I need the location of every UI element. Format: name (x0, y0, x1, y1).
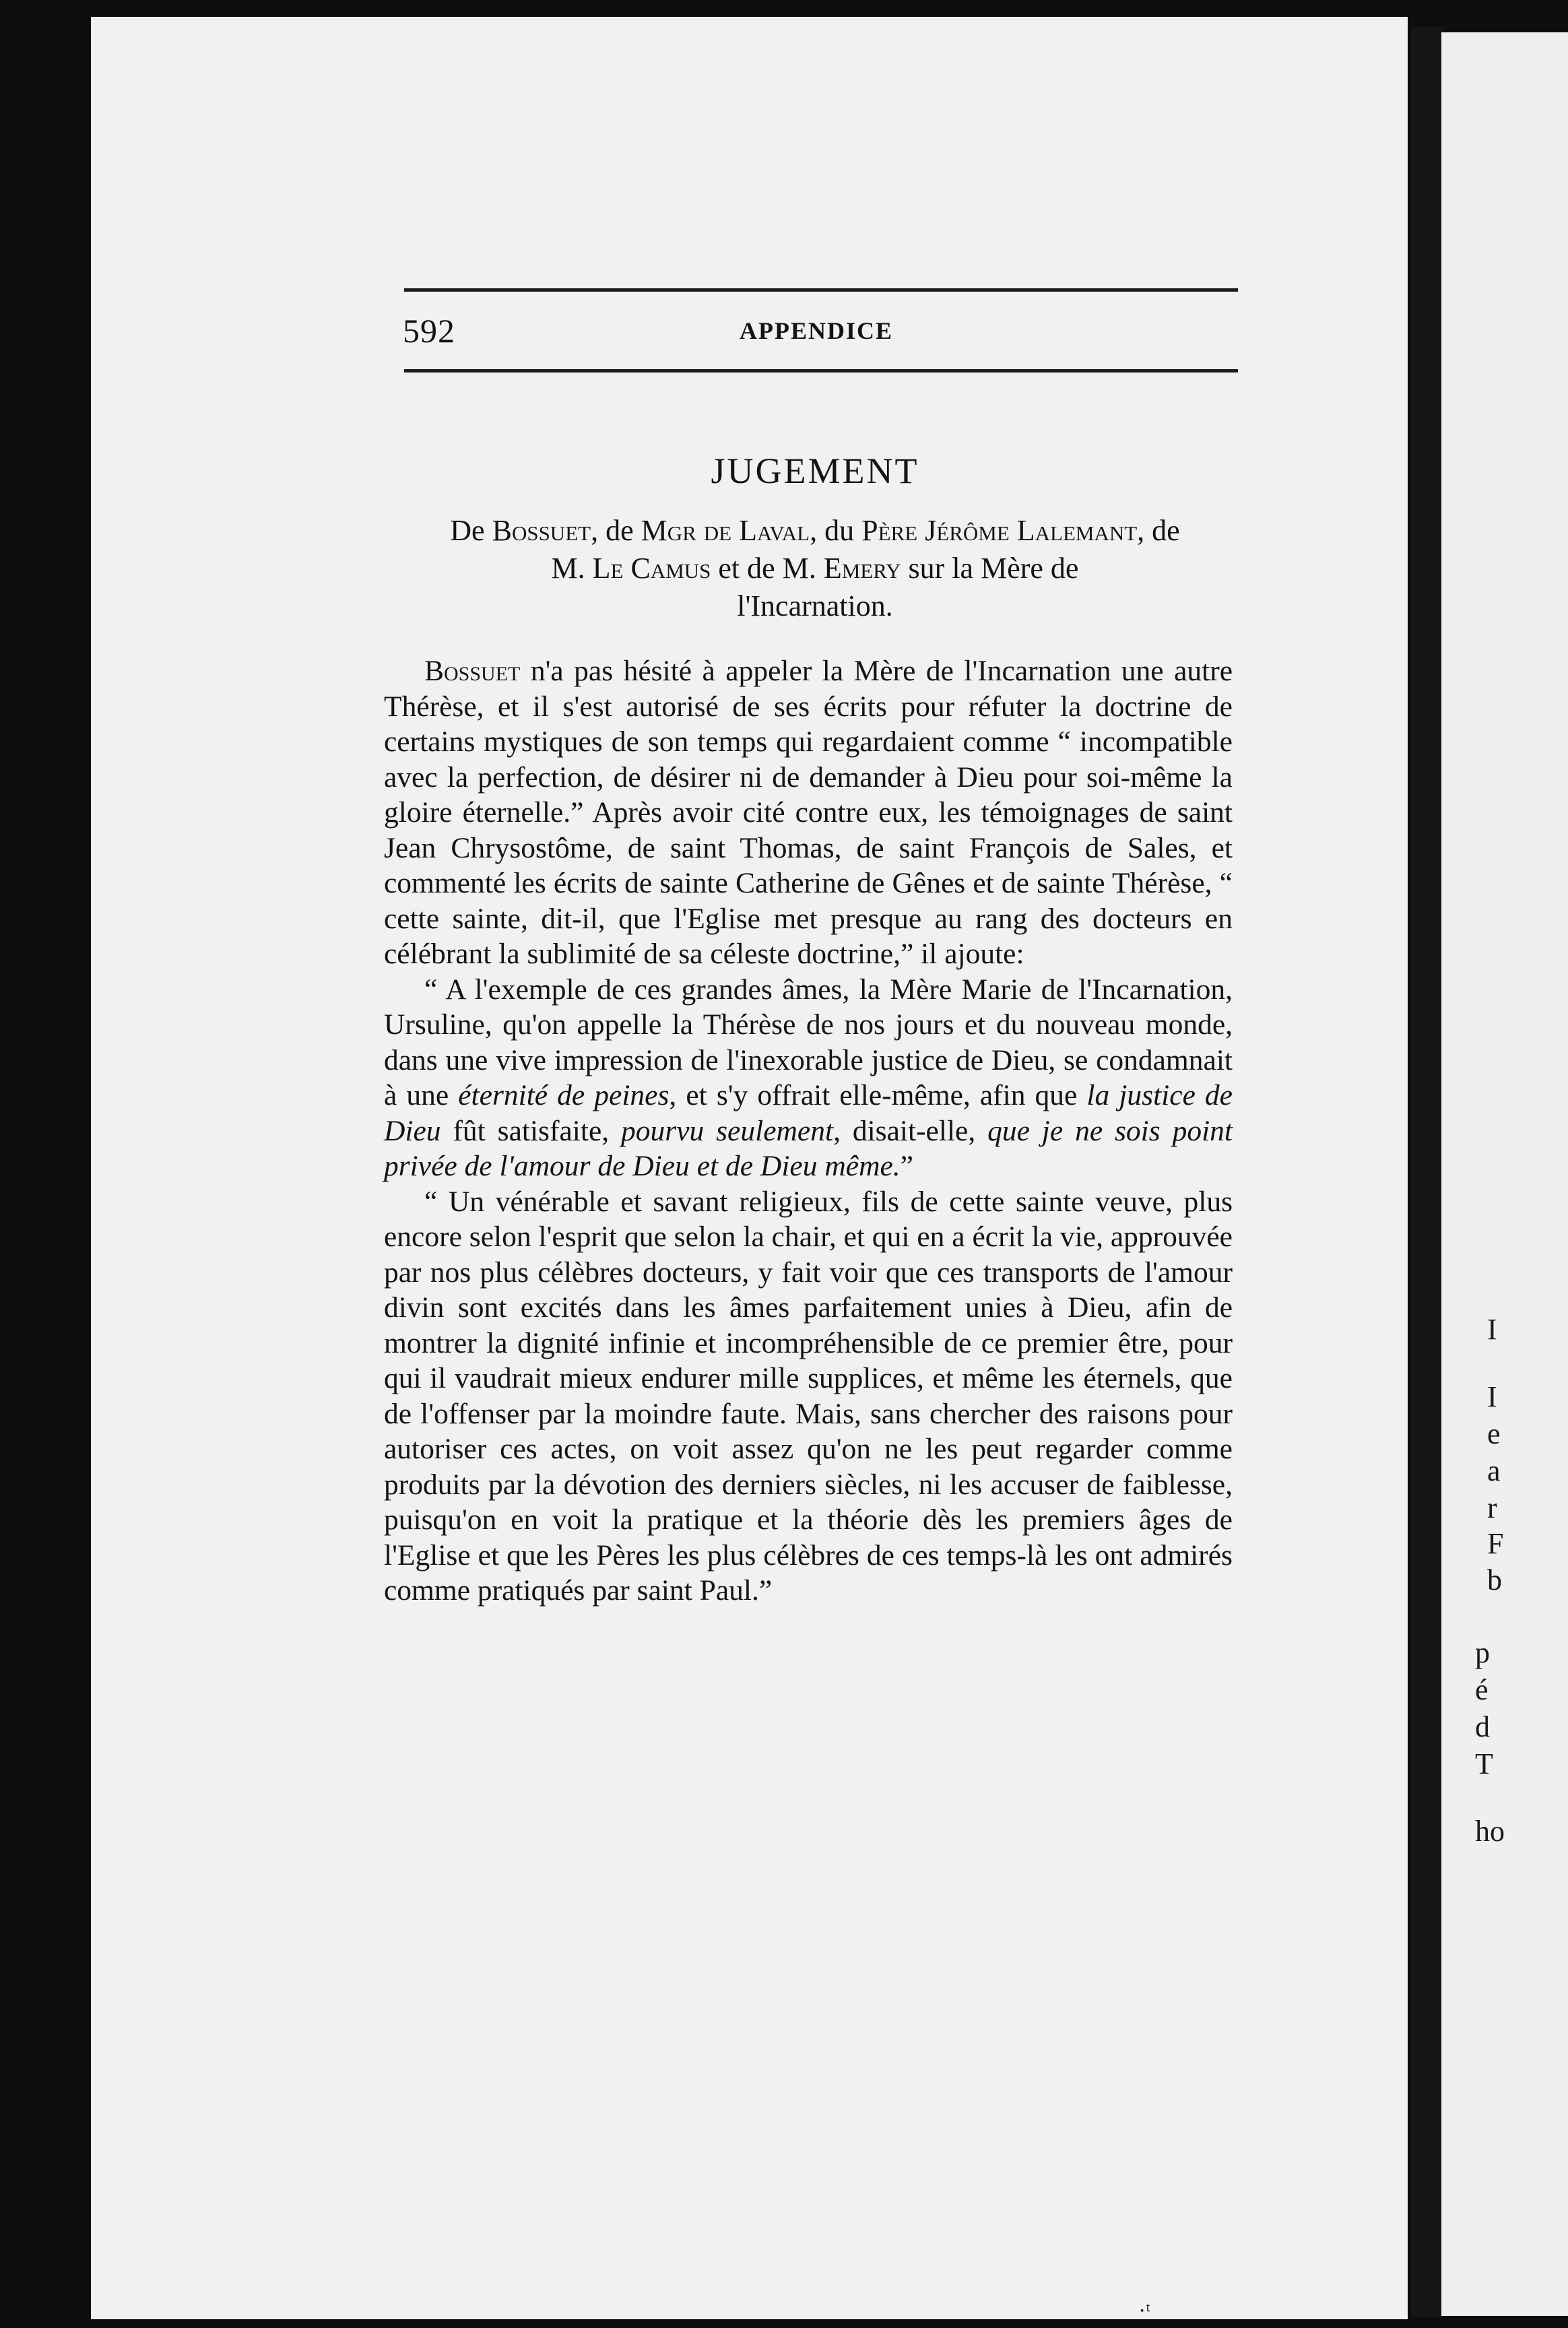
fragment: é (1475, 1673, 1489, 1706)
subtitle-text: , de (1137, 514, 1180, 547)
fragment: T (1475, 1747, 1493, 1780)
subtitle-name: Bossuet (492, 514, 591, 547)
subtitle-text: et de M. (711, 552, 824, 585)
scan-mark: ·ᵗ (1138, 2298, 1150, 2323)
paragraph-text: ” (900, 1150, 913, 1182)
header-rule (404, 369, 1238, 373)
subtitle-text: , du (810, 514, 862, 547)
fragment: p (1475, 1636, 1490, 1669)
subtitle-name: Le Camus (592, 552, 711, 585)
paragraph-text: fût satisfaite, (440, 1114, 622, 1147)
paragraph-text: “ A l'exemple de ces grandes âmes, la Mère Marie de l'Incarnation, Ursuline, qu'on appelle la Thérèse de nos jours et du nouveau monde, dans une vive impression de l'inexorable justice de Dieu, se condamnait à une (384, 973, 1233, 1111)
italic-text: que je ne sois point privée de l'amour de Dieu et de Dieu même. (384, 1114, 1233, 1182)
subtitle-text: De (450, 514, 492, 547)
subtitle-name: Mgr de Laval (641, 514, 810, 547)
adjacent-page (1441, 32, 1568, 2316)
subtitle-line (387, 550, 1243, 587)
section-subtitle (387, 512, 1243, 625)
author-name: Bossuet (424, 655, 521, 687)
paragraph-text: , et s'y offrait elle-même, afin que (669, 1079, 1087, 1111)
section-title: JUGEMENT (711, 451, 919, 491)
page-number: 592 (403, 312, 455, 350)
page-gutter-shadow (1411, 27, 1443, 2317)
fragment: ho (1475, 1815, 1505, 1848)
italic-text: éternité de peines (458, 1079, 669, 1111)
subtitle-text: M. (551, 552, 593, 585)
subtitle-text: , de (591, 514, 641, 547)
fragment: I (1487, 1380, 1497, 1413)
subtitle-name: Père Jérôme Lalemant (861, 514, 1138, 547)
subtitle-text: sur la Mère de (901, 552, 1079, 585)
fragment: r (1487, 1491, 1497, 1524)
quoted-paragraph: “ Un vénérable et savant religieux, fils de cette sainte veuve, plus encore selon l'esprit que selon la chair, et qui en a écrit la vie, approuvée par nos plus célèbres docteurs, y fait voir que ces transports de l'amour divin sont excités dans les âmes parfaitement unies à Dieu, afin de montrer la dignité infinie et incompréhensible de ce premier être, pour qui il vaudrait mieux endurer mille supplices, et même les éternels, que de l'offenser par la moindre faute. Mais, sans chercher des raisons pour autoriser ces actes, on voit assez qu'on ne les peut regarder comme produits par la dévotion des derniers siècles, ni les accuser de faiblesse, puisqu'on en voit la pratique et la théorie dès les premiers âges de l'Eglise et que les Pères les plus célèbres de ces temps-là les ont admirés comme pratiqués par saint Paul.” (384, 1185, 1233, 1607)
fragment: F (1487, 1527, 1504, 1560)
body-text (384, 653, 1233, 1609)
subtitle-name: Emery (823, 552, 901, 585)
fragment: b (1487, 1563, 1502, 1596)
fragment: a (1487, 1454, 1501, 1487)
fragment: d (1475, 1710, 1490, 1743)
paragraph (384, 653, 1233, 972)
paragraph-text: , disait-elle, (833, 1114, 988, 1147)
subtitle-line (387, 512, 1243, 550)
italic-text: la justice de Dieu (384, 1079, 1233, 1147)
adjacent-page-text-fragments (1441, 32, 1568, 2316)
top-rule (404, 288, 1238, 292)
fragment: e (1487, 1417, 1501, 1450)
italic-text: pourvu seulement (621, 1114, 834, 1147)
running-head (403, 311, 1238, 358)
quoted-paragraph (384, 972, 1233, 1184)
paragraph-text: n'a pas hésité à appeler la Mère de l'Incarnation une autre Thérèse, et il s'est autorisé de ses écrits pour réfuter la doctrine de certains mystiques de son temps qui regardaient comme “ incompatible avec la perfection, de désirer ni de demander à Dieu pour soi-même la gloire éternelle.” Après avoir cité contre eux, les témoignages de saint Jean Chrysostôme, de saint Thomas, de saint François de Sales, et commenté les écrits de sainte Catherine de Gênes et de sainte Thérèse, “ cette sainte, dit-il, que l'Eglise met presque au rang des docteurs en célébrant la sublimité de sa céleste doctrine,” il ajoute: (384, 655, 1233, 970)
fragment: I (1487, 1313, 1497, 1346)
subtitle-line: l'Incarnation. (737, 589, 893, 622)
running-title: APPENDICE (740, 317, 894, 344)
